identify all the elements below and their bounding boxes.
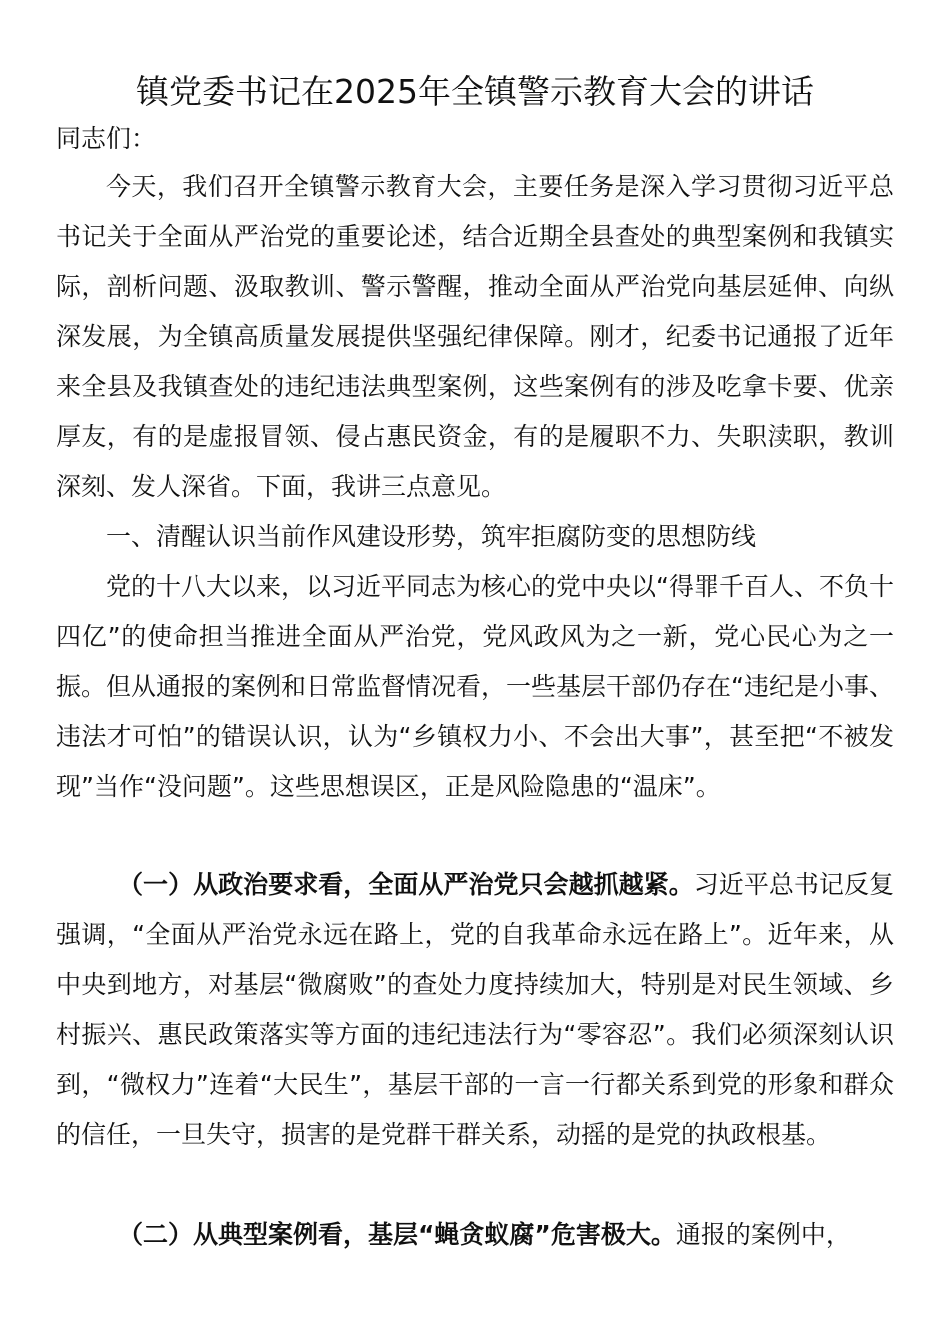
point-2-lead: （二）从典型案例看，基层“蝇贪蚁腐”危害极大。 — [118, 1220, 676, 1249]
section-1-heading: 一、清醒认识当前作风建设形势，筑牢拒腐防变的思想防线 — [106, 522, 757, 551]
document-title: 镇党委书记在2025年全镇警示教育大会的讲话 — [136, 72, 814, 111]
point-1-body: 习近平总书记反复强调，“全面从严治党永远在路上，党的自我革命永远在路上”。近年来，从中央到地方，对基层“微腐败”的查处力度持续加大，特别是对民生领域、乡村振兴、惠民政策落实等方面的违纪违法行为“零容忍”。我们必须深刻认识到，“微权力”连着“大民生”，基层干部的一言一行都关系到党的形象和群众的信任，一旦失守，损害的是党群干群关系，动摇的是党的执政根基。 — [56, 870, 894, 1149]
intro-paragraph: 今天，我们召开全镇警示教育大会，主要任务是深入学习贯彻习近平总书记关于全面从严治党的重要论述，结合近期全县查处的典型案例和我镇实际，剖析问题、汲取教训、警示警醒，推动全面从严治党向基层延伸、向纵深发展，为全镇高质量发展提供坚强纪律保障。刚才，纪委书记通报了近年来全县及我镇查处的违纪违法典型案例，这些案例有的涉及吃拿卡要、优亲厚友，有的是虚报冒领、侵占惠民资金，有的是履职不力、失职渎职，教训深刻、发人深省。下面，我讲三点意见。 — [56, 172, 894, 501]
point-1-lead: （一）从政治要求看，全面从严治党只会越抓越紧。 — [118, 870, 694, 899]
section-1-paragraph: 党的十八大以来，以习近平同志为核心的党中央以“得罪千百人、不负十四亿”的使命担当推进全面从严治党，党风政风为之一新，党心民心为之一振。但从通报的案例和日常监督情况看，一些基层干部仍存在“违纪是小事、违法才可怕”的错误认识，认为“乡镇权力小、不会出大事”，甚至把“不被发现”当作“没问题”。这些思想误区，正是风险隐患的“温床”。 — [56, 572, 894, 801]
point-1-paragraph — [56, 860, 894, 1160]
point-2-paragraph — [56, 1210, 894, 1260]
salutation: 同志们： — [56, 124, 157, 153]
point-2-body: 通报的案例中， — [675, 1220, 851, 1249]
